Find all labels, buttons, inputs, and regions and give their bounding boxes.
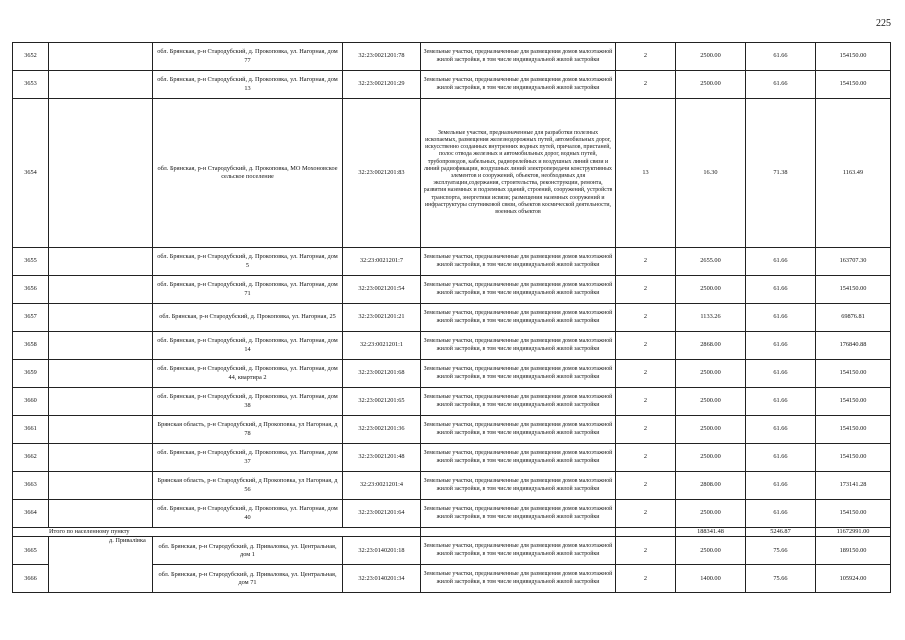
value-cell: 105924.00 bbox=[816, 565, 891, 593]
area-cell: 2655.00 bbox=[676, 248, 746, 276]
empty-cell bbox=[49, 304, 153, 332]
row-number: 3657 bbox=[13, 304, 49, 332]
cadastral-number-cell: 32:23:0021201:1 bbox=[343, 332, 421, 360]
group-cell: 2 bbox=[616, 71, 676, 99]
group-cell: 2 bbox=[616, 388, 676, 416]
rate-cell: 71.38 bbox=[746, 99, 816, 248]
address-cell: обл. Брянская, р-н Стародубский, д. Прокоповка, ул. Нагорная, дом 71 bbox=[153, 276, 343, 304]
rate-cell: 61.66 bbox=[746, 276, 816, 304]
rate-cell: 61.66 bbox=[746, 472, 816, 500]
area-cell: 2500.00 bbox=[676, 388, 746, 416]
table-row bbox=[13, 388, 891, 416]
group-cell: 2 bbox=[616, 304, 676, 332]
cadastral-number-cell: 32:23:0021201:64 bbox=[343, 500, 421, 528]
empty-cell bbox=[49, 472, 153, 500]
row-number: 3662 bbox=[13, 444, 49, 472]
value-cell: 163707.30 bbox=[816, 248, 891, 276]
settlement-name: д. Привалівка bbox=[49, 537, 153, 593]
cadastral-number-cell: 32:23:0140201:18 bbox=[343, 537, 421, 565]
land-use-cell: Земельные участки, предназначенные для размещения домов малоэтажной жилой застройки, в том числе индивидуальной жилой застройки bbox=[421, 248, 616, 276]
row-number: 3653 bbox=[13, 71, 49, 99]
area-cell: 2500.00 bbox=[676, 71, 746, 99]
row-number: 3664 bbox=[13, 500, 49, 528]
total-value: 11672991.00 bbox=[816, 528, 891, 537]
table-row bbox=[13, 304, 891, 332]
value-cell: 154150.00 bbox=[816, 276, 891, 304]
value-cell: 69876.81 bbox=[816, 304, 891, 332]
total-label: Итого по населенному пункту bbox=[13, 528, 421, 537]
table-row bbox=[13, 248, 891, 276]
rate-cell: 61.66 bbox=[746, 43, 816, 71]
address-cell: обл. Брянская, р-н Стародубский, д. Прокоповка, ул. Нагорная, дом 13 bbox=[153, 71, 343, 99]
table-row bbox=[13, 537, 891, 565]
land-use-cell: Земельные участки, предназначенные для размещения домов малоэтажной жилой застройки, в том числе индивидуальной жилой застройки bbox=[421, 537, 616, 565]
address-cell: обл. Брянская, р-н Стародубский, д. Прокоповка, ул. Нагорная, дом 40 bbox=[153, 500, 343, 528]
table-row bbox=[13, 472, 891, 500]
address-cell: обл. Брянская, р-н Стародубский, д. Прокоповка, ул. Нагорная, дом 5 bbox=[153, 248, 343, 276]
land-use-cell: Земельные участки, предназначенные для размещения домов малоэтажной жилой застройки, в том числе индивидуальной жилой застройки bbox=[421, 416, 616, 444]
empty-cell bbox=[49, 43, 153, 71]
rate-cell: 61.66 bbox=[746, 360, 816, 388]
rate-cell: 75.66 bbox=[746, 565, 816, 593]
row-number: 3658 bbox=[13, 332, 49, 360]
cadastral-number-cell: 32:23:0021201:78 bbox=[343, 43, 421, 71]
row-number: 3656 bbox=[13, 276, 49, 304]
table-row bbox=[13, 99, 891, 248]
table-row bbox=[13, 43, 891, 71]
rate-cell: 61.66 bbox=[746, 71, 816, 99]
group-cell: 13 bbox=[616, 99, 676, 248]
empty-cell bbox=[49, 71, 153, 99]
row-number: 3660 bbox=[13, 388, 49, 416]
value-cell: 154150.00 bbox=[816, 71, 891, 99]
group-cell: 2 bbox=[616, 332, 676, 360]
land-use-cell: Земельные участки, предназначенные для размещения домов малоэтажной жилой застройки, в том числе индивидуальной жилой застройки bbox=[421, 388, 616, 416]
land-use-cell: Земельные участки, предназначенные для размещения домов малоэтажной жилой застройки, в том числе индивидуальной жилой застройки bbox=[421, 500, 616, 528]
group-cell: 2 bbox=[616, 416, 676, 444]
group-cell: 2 bbox=[616, 537, 676, 565]
cadastral-number-cell: 32:23:0021201:68 bbox=[343, 360, 421, 388]
area-cell: 2500.00 bbox=[676, 500, 746, 528]
address-cell: Брянская область, р-н Стародубский, д Прокоповка, ул Нагорная, д 56 bbox=[153, 472, 343, 500]
area-cell: 2500.00 bbox=[676, 537, 746, 565]
rate-cell: 75.66 bbox=[746, 537, 816, 565]
row-number: 3666 bbox=[13, 565, 49, 593]
cadastral-number-cell: 32:23:0021201:83 bbox=[343, 99, 421, 248]
empty-cell bbox=[49, 444, 153, 472]
area-cell: 2500.00 bbox=[676, 360, 746, 388]
table-row bbox=[13, 444, 891, 472]
land-use-cell: Земельные участки, предназначенные для размещения домов малоэтажной жилой застройки, в том числе индивидуальной жилой застройки bbox=[421, 43, 616, 71]
rate-cell: 61.66 bbox=[746, 500, 816, 528]
land-use-cell: Земельные участки, предназначенные для размещения домов малоэтажной жилой застройки, в том числе индивидуальной жилой застройки bbox=[421, 304, 616, 332]
area-cell: 1400.00 bbox=[676, 565, 746, 593]
address-cell: обл. Брянская, р-н Стародубский, д. Прокоповка, ул. Нагорная, дом 37 bbox=[153, 444, 343, 472]
address-cell: обл. Брянская, р-н Стародубский, д. Прокоповка, ул. Нагорная, дом 38 bbox=[153, 388, 343, 416]
rate-cell: 61.66 bbox=[746, 388, 816, 416]
land-use-cell: Земельные участки, предназначенные для размещения домов малоэтажной жилой застройки, в том числе индивидуальной жилой застройки bbox=[421, 360, 616, 388]
row-number: 3652 bbox=[13, 43, 49, 71]
empty-cell bbox=[49, 388, 153, 416]
group-cell: 2 bbox=[616, 248, 676, 276]
group-cell: 2 bbox=[616, 43, 676, 71]
table-row bbox=[13, 360, 891, 388]
land-use-cell: Земельные участки, предназначенные для размещения домов малоэтажной жилой застройки, в том числе индивидуальной жилой застройки bbox=[421, 565, 616, 593]
cadastral-number-cell: 32:23:0021201:29 bbox=[343, 71, 421, 99]
rate-cell: 61.66 bbox=[746, 304, 816, 332]
area-cell: 1133.26 bbox=[676, 304, 746, 332]
empty-cell bbox=[49, 500, 153, 528]
value-cell: 154150.00 bbox=[816, 416, 891, 444]
row-number: 3665 bbox=[13, 537, 49, 565]
empty-cell bbox=[49, 416, 153, 444]
area-cell: 2868.00 bbox=[676, 332, 746, 360]
value-cell: 189150.00 bbox=[816, 537, 891, 565]
group-cell: 2 bbox=[616, 500, 676, 528]
value-cell: 176840.88 bbox=[816, 332, 891, 360]
empty-cell bbox=[49, 332, 153, 360]
group-cell: 2 bbox=[616, 360, 676, 388]
cadastral-number-cell: 32:23:0021201:65 bbox=[343, 388, 421, 416]
cadastral-number-cell: 32:23:0140201:34 bbox=[343, 565, 421, 593]
land-use-cell: Земельные участки, предназначенные для размещения домов малоэтажной жилой застройки, в том числе индивидуальной жилой застройки bbox=[421, 444, 616, 472]
value-cell: 154150.00 bbox=[816, 388, 891, 416]
value-cell: 173141.28 bbox=[816, 472, 891, 500]
group-cell: 2 bbox=[616, 444, 676, 472]
rate-cell: 61.66 bbox=[746, 248, 816, 276]
settlement-total-row bbox=[13, 528, 891, 537]
total-rate: 5246.87 bbox=[746, 528, 816, 537]
table-row bbox=[13, 71, 891, 99]
table-row bbox=[13, 276, 891, 304]
area-cell: 2808.00 bbox=[676, 472, 746, 500]
land-use-cell: Земельные участки, предназначенные для разработки полезных ископаемых, размещения железнодорожных путей, автомобильных дорог, искусственно созданных внутренних водных путей, причалов, пристаней, полос отвода железных и автомобильных дорог, водных путей, трубопроводов, кабельных, радиорелейных и воздушных линий связи и линий радиофикации, воздушных линий электропередачи конструктивных элементов и сооружений, объектов, необходимых для эксплуатации,содержания, строительства, реконструкции, ремонта, развития наземных и подземных зданий, строений, сооружений, устройств транспорта, энергетики исвязи; размещения наземных сооружений и инфраструктуры спутниковой связи, объектов космической деятельности, военных объектов bbox=[421, 99, 616, 248]
group-cell: 2 bbox=[616, 276, 676, 304]
rate-cell: 61.66 bbox=[746, 416, 816, 444]
address-cell: обл. Брянская, р-н Стародубский, д. Прокоповка, ул. Нагорная, дом 77 bbox=[153, 43, 343, 71]
group-cell: 2 bbox=[616, 565, 676, 593]
address-cell: обл. Брянская, р-н Стародубский, д. Прокоповка, ул. Нагорная, 25 bbox=[153, 304, 343, 332]
area-cell: 2500.00 bbox=[676, 43, 746, 71]
address-cell: обл. Брянская, р-н Стародубский, д. Прокоповка, МО Мохоновское сельское поселение bbox=[153, 99, 343, 248]
land-use-cell: Земельные участки, предназначенные для размещения домов малоэтажной жилой застройки, в том числе индивидуальной жилой застройки bbox=[421, 71, 616, 99]
area-cell: 2500.00 bbox=[676, 444, 746, 472]
area-cell: 16.30 bbox=[676, 99, 746, 248]
empty-cell bbox=[49, 360, 153, 388]
land-use-cell: Земельные участки, предназначенные для размещения домов малоэтажной жилой застройки, в том числе индивидуальной жилой застройки bbox=[421, 332, 616, 360]
cadastral-number-cell: 32:23:0021201:48 bbox=[343, 444, 421, 472]
cadastral-value-table bbox=[12, 42, 891, 593]
value-cell: 1163.49 bbox=[816, 99, 891, 248]
row-number: 3654 bbox=[13, 99, 49, 248]
empty-cell bbox=[49, 248, 153, 276]
address-cell: обл. Брянская, р-н Стародубский, д. Приваловка, ул. Центральная, дом 1 bbox=[153, 537, 343, 565]
rate-cell: 61.66 bbox=[746, 332, 816, 360]
row-number: 3659 bbox=[13, 360, 49, 388]
land-use-cell: Земельные участки, предназначенные для размещения домов малоэтажной жилой застройки, в том числе индивидуальной жилой застройки bbox=[421, 276, 616, 304]
address-cell: Брянская область, р-н Стародубский, д Прокоповка, ул Нагорная, д 78 bbox=[153, 416, 343, 444]
row-number: 3663 bbox=[13, 472, 49, 500]
address-cell: обл. Брянская, р-н Стародубский, д. Прокоповка, ул. Нагорная, дом 44, квартира 2 bbox=[153, 360, 343, 388]
cadastral-number-cell: 32:23:0021201:21 bbox=[343, 304, 421, 332]
total-area: 188341.48 bbox=[676, 528, 746, 537]
cadastral-number-cell: 32:23:0021201:54 bbox=[343, 276, 421, 304]
cadastral-number-cell: 32:23:0021201:7 bbox=[343, 248, 421, 276]
area-cell: 2500.00 bbox=[676, 416, 746, 444]
value-cell: 154150.00 bbox=[816, 43, 891, 71]
table-row bbox=[13, 416, 891, 444]
table-row bbox=[13, 500, 891, 528]
cadastral-number-cell: 32:23:0021201:36 bbox=[343, 416, 421, 444]
row-number: 3661 bbox=[13, 416, 49, 444]
page-number: 225 bbox=[876, 18, 891, 29]
table-row bbox=[13, 332, 891, 360]
empty-cell bbox=[49, 276, 153, 304]
area-cell: 2500.00 bbox=[676, 276, 746, 304]
address-cell: обл. Брянская, р-н Стародубский, д. Прокоповка, ул. Нагорная, дом 14 bbox=[153, 332, 343, 360]
value-cell: 154150.00 bbox=[816, 360, 891, 388]
group-cell: 2 bbox=[616, 472, 676, 500]
land-use-cell: Земельные участки, предназначенные для размещения домов малоэтажной жилой застройки, в том числе индивидуальной жилой застройки bbox=[421, 472, 616, 500]
rate-cell: 61.66 bbox=[746, 444, 816, 472]
cadastral-number-cell: 32:23:0021201:4 bbox=[343, 472, 421, 500]
row-number: 3655 bbox=[13, 248, 49, 276]
value-cell: 154150.00 bbox=[816, 444, 891, 472]
empty-cell bbox=[49, 99, 153, 248]
value-cell: 154150.00 bbox=[816, 500, 891, 528]
address-cell: обл. Брянская, р-н Стародубский, д. Приваловка, ул. Центральная, дом 71 bbox=[153, 565, 343, 593]
